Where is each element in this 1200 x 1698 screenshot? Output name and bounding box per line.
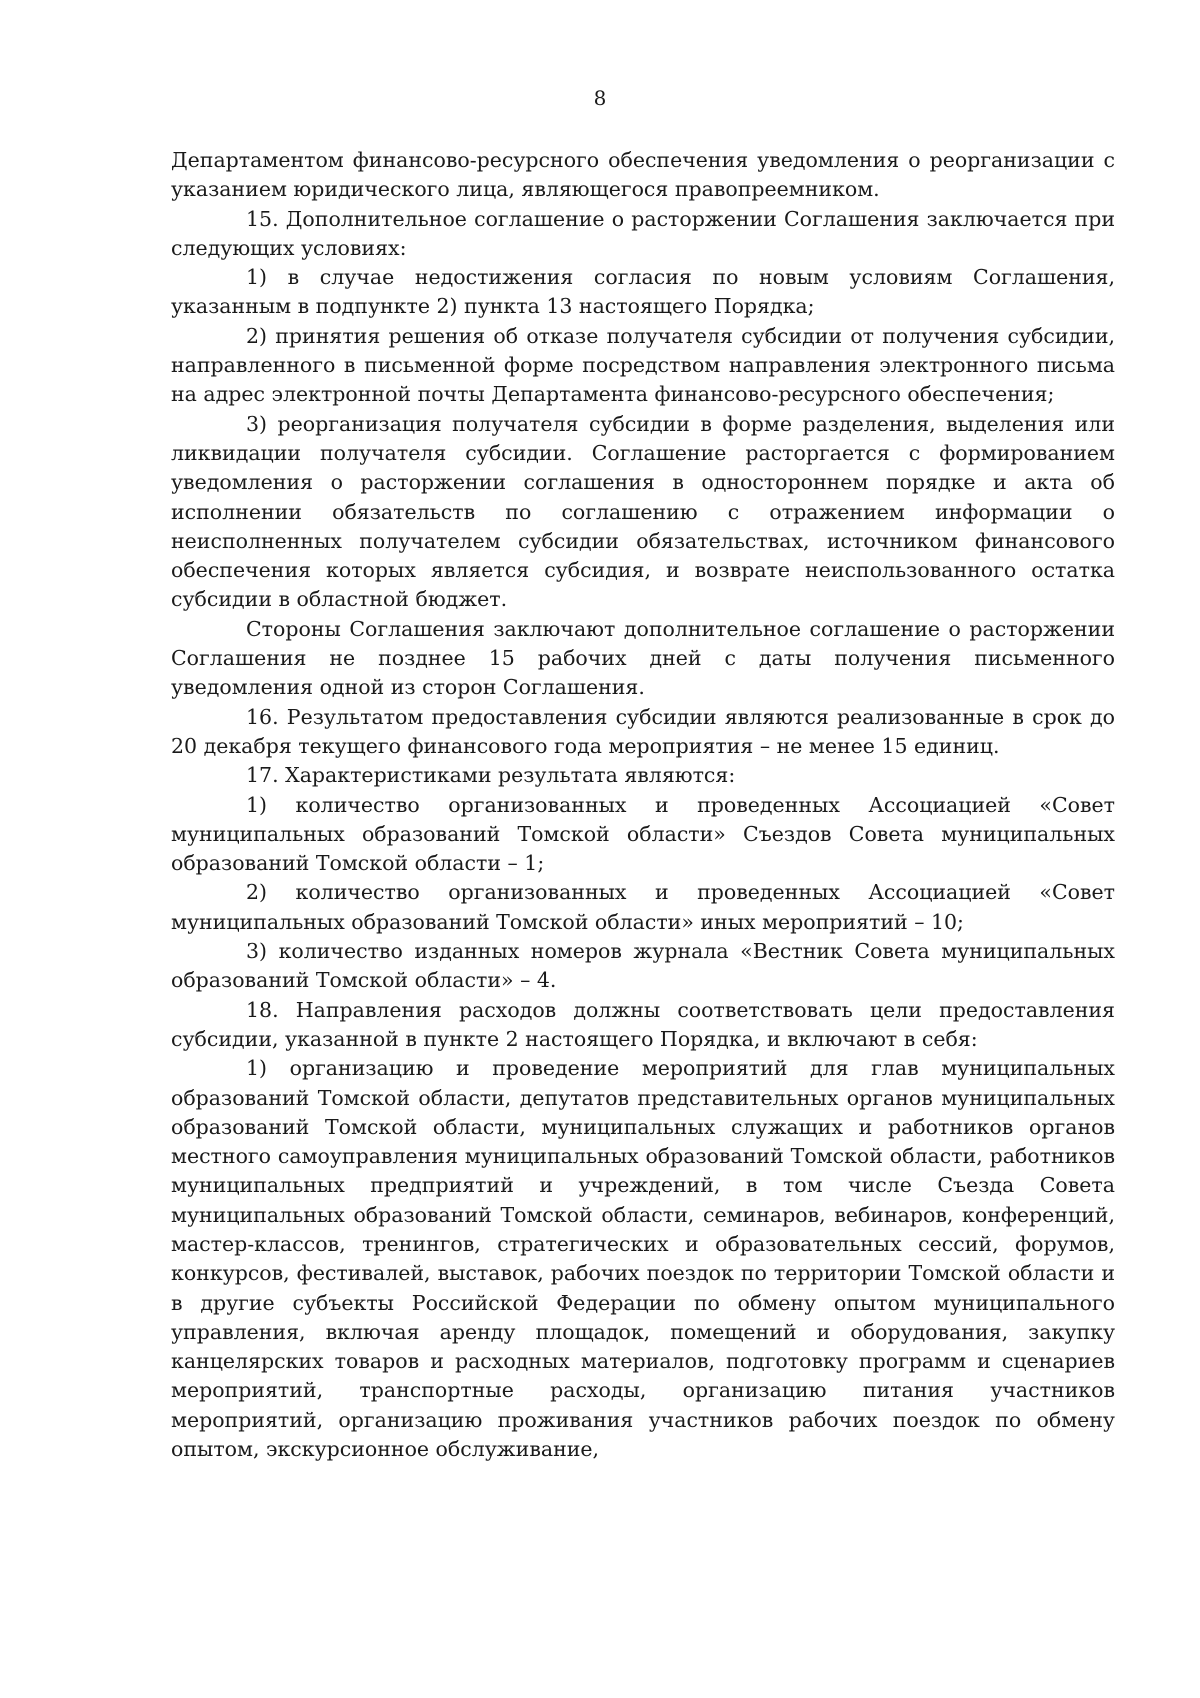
paragraph-item-16: 16. Результатом предоставления субсидии являются реализованные в срок до 20 декабря текущего финансового года мероприятия – не менее 15 единиц. [171, 704, 1115, 758]
paragraph-item-18: 18. Направления расходов должны соответствовать цели предоставления субсидии, указанной в пункте 2 настоящего Порядка, и включают в себя: [171, 997, 1115, 1051]
paragraph-item-17-3: 3) количество изданных номеров журнала «Вестник Совета муниципальных образований Томской области» – 4. [171, 939, 1115, 993]
paragraph-item-15-3: 3) реорганизация получателя субсидии в форме разделения, выделения или ликвидации получателя субсидии. Соглашение расторгается с формированием уведомления о расторжении соглашения в одностороннем порядке и акта об исполнении обязательств по соглашению с отражением информации о неисполненных получателем субсидии обязательствах, источником финансового обеспечения которых является субсидия, и возврате неиспользованного остатка субсидии в областной бюджет. [171, 411, 1115, 612]
paragraph-item-17-1: 1) количество организованных и проведенных Ассоциацией «Совет муниципальных образований Томской области» Съездов Совета муниципальных образований Томской области – 1; [171, 792, 1115, 876]
paragraph-item-15-1: 1) в случае недостижения согласия по новым условиям Соглашения, указанным в подпункте 2) пункта 13 настоящего Порядка; [171, 265, 1115, 319]
document-body [171, 146, 1115, 1464]
paragraph-parties-agreement: Стороны Соглашения заключают дополнительное соглашение о расторжении Соглашения не позднее 15 рабочих дней с даты получения письменного уведомления одной из сторон Соглашения. [171, 616, 1115, 700]
paragraph-item-15: 15. Дополнительное соглашение о расторжении Соглашения заключается при следующих условиях: [171, 206, 1115, 260]
paragraph-continuation: Департаментом финансово-ресурсного обеспечения уведомления о реорганизации с указанием юридического лица, являющегося правопреемником. [171, 148, 1115, 202]
paragraph-item-17: 17. Характеристиками результата являются: [246, 763, 736, 788]
paragraph-item-18-1: 1) организацию и проведение мероприятий для глав муниципальных образований Томской области, депутатов представительных органов муниципальных образований Томской области, муниципальных служащих и работников органов местного самоуправления муниципальных образований Томской области, работников муниципальных предприятий и учреждений, в том числе Съезда Совета муниципальных образований Томской области, семинаров, вебинаров, конференций, мастер-классов, тренингов, стратегических и образовательных сессий, форумов, конкурсов, фестивалей, выставок, рабочих поездок по территории Томской области и в другие субъекты Российской Федерации по обмену опытом муниципального управления, включая аренду площадок, помещений и оборудования, закупку канцелярских товаров и расходных материалов, подготовку программ и сценариев мероприятий, транспортные расходы, организацию питания участников мероприятий, организацию проживания участников рабочих поездок по обмену опытом, экскурсионное обслуживание, [171, 1056, 1115, 1462]
paragraph-item-17-2: 2) количество организованных и проведенных Ассоциацией «Совет муниципальных образований Томской области» иных мероприятий – 10; [171, 880, 1115, 934]
page-number: 8 [593, 86, 607, 110]
paragraph-item-15-2: 2) принятия решения об отказе получателя субсидии от получения субсидии, направленного в письменной форме посредством направления электронного письма на адрес электронной почты Департамента финансово-ресурсного обеспечения; [171, 323, 1115, 407]
